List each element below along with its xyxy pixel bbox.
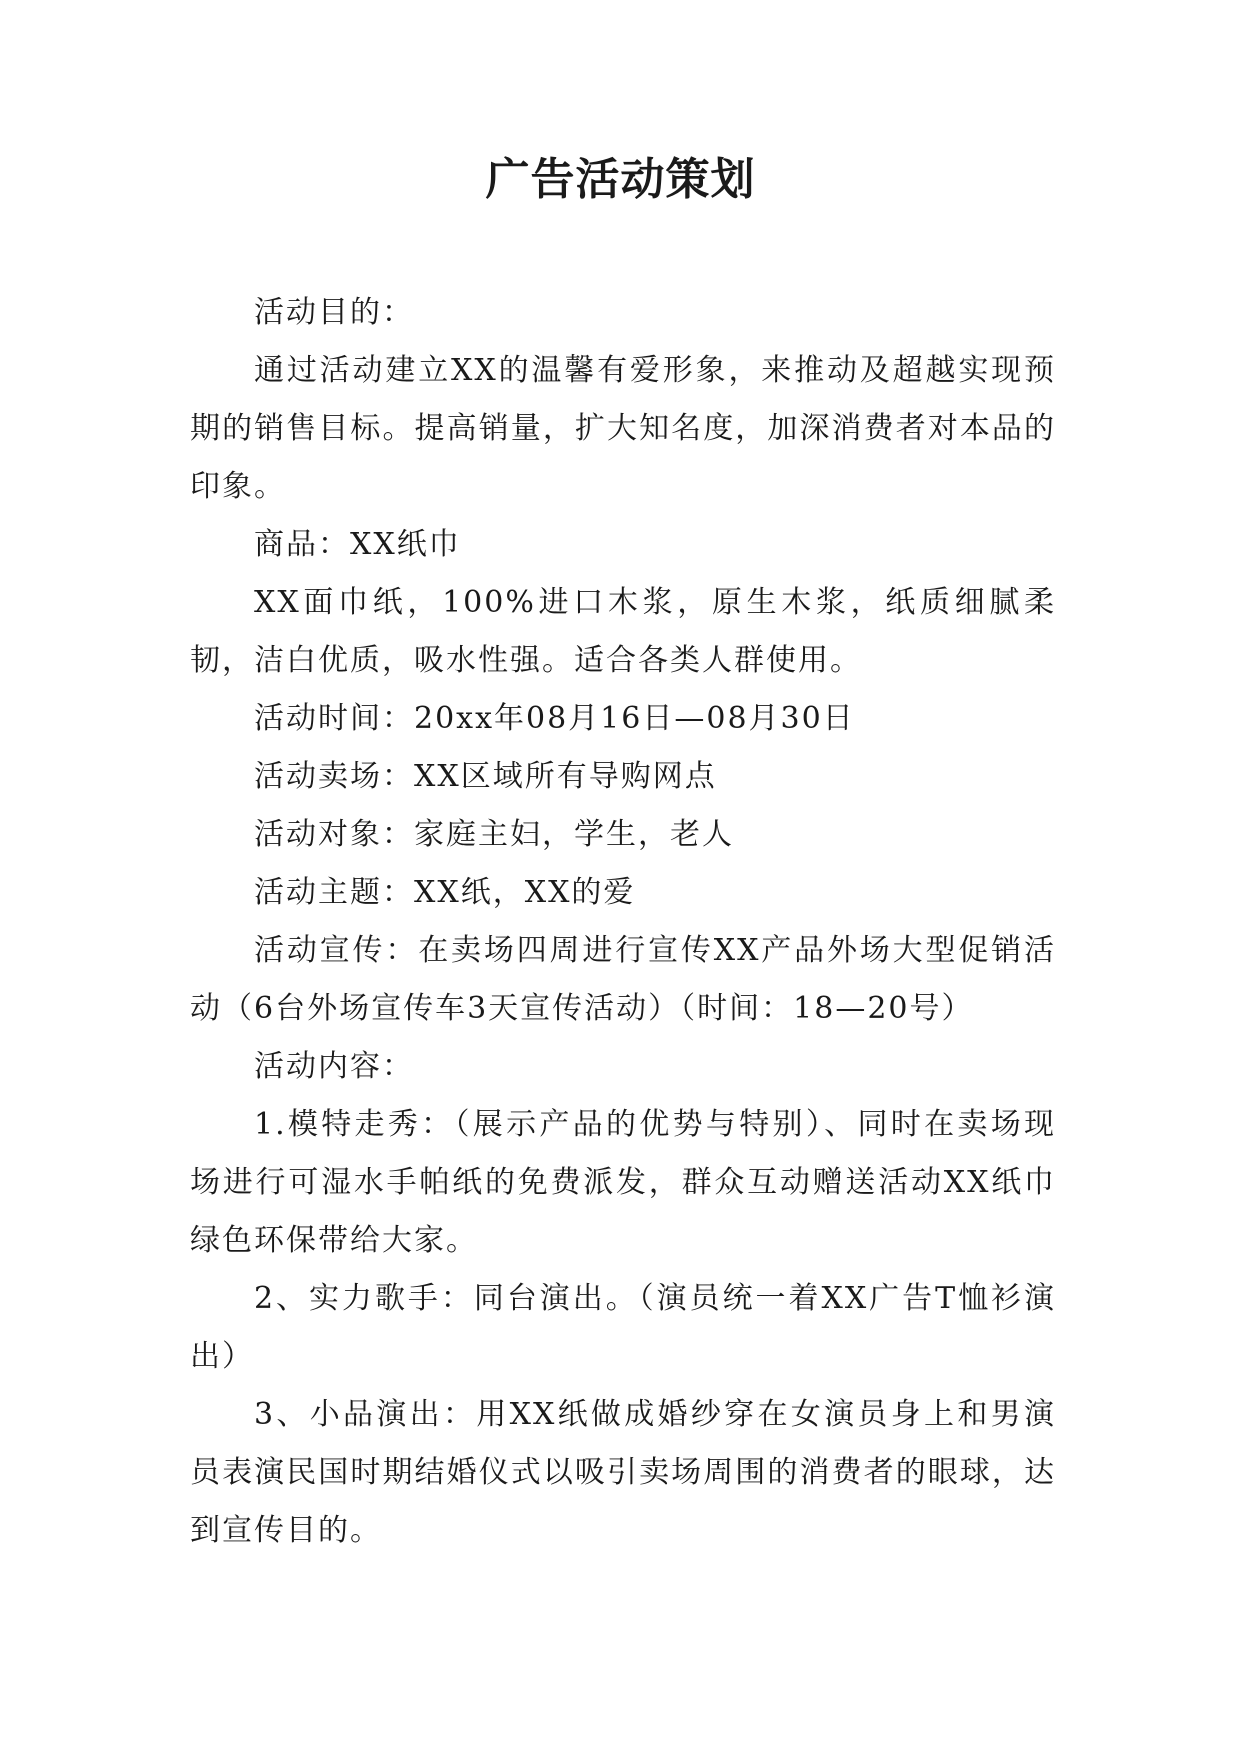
paragraph-item-2: 2、实力歌手：同台演出。（演员统一着XX广告T恤衫演出） (190, 1281, 1056, 1374)
paragraph-purpose: 通过活动建立XX的温馨有爱形象，来推动及超越实现预期的销售目标。提高销量，扩大知名度，加深消费者对本品的印象。 (190, 353, 1056, 504)
paragraph-promotion: 活动宣传：在卖场四周进行宣传XX产品外场大型促销活动（6台外场宣传车3天宣传活动）（时间：18—20号） (190, 933, 1056, 1026)
paragraph-venue: 活动卖场：XX区域所有导购网点 (254, 759, 717, 794)
paragraph-purpose-heading: 活动目的： (254, 295, 414, 330)
document-title: 广告活动策划 (485, 154, 756, 205)
paragraph-product-description: XX面巾纸，100%进口木浆，原生木浆，纸质细腻柔韧，洁白优质，吸水性强。适合各类人群使用。 (190, 585, 1056, 678)
paragraph-product: 商品：XX纸巾 (254, 527, 461, 562)
paragraph-item-1: 1.模特走秀：（展示产品的优势与特别）、同时在卖场现场进行可湿水手帕纸的免费派发，群众互动赠送活动XX纸巾绿色环保带给大家。 (190, 1107, 1056, 1258)
document-body (190, 284, 1056, 1560)
paragraph-audience: 活动对象：家庭主妇，学生，老人 (254, 817, 734, 852)
paragraph-theme: 活动主题：XX纸，XX的爱 (254, 875, 636, 910)
paragraph-item-3: 3、小品演出：用XX纸做成婚纱穿在女演员身上和男演员表演民国时期结婚仪式以吸引卖场周围的消费者的眼球，达到宣传目的。 (190, 1397, 1056, 1548)
paragraph-time: 活动时间：20xx年08月16日—08月30日 (254, 701, 855, 736)
paragraph-content-heading: 活动内容： (254, 1049, 414, 1084)
